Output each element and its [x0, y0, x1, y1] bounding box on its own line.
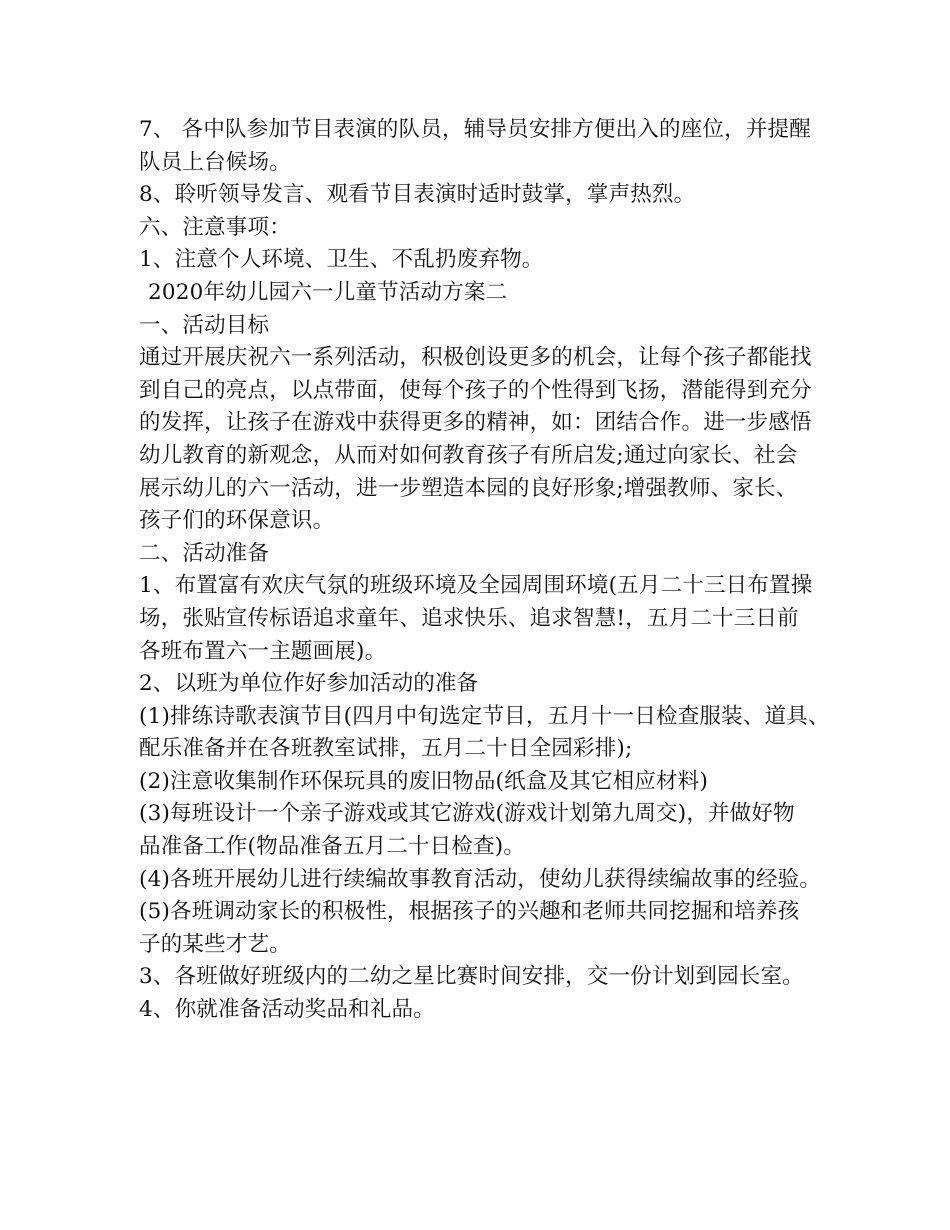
paragraph-line: 场，张贴宣传标语追求童年、追求快乐、追求智慧!，五月二十三日前: [139, 605, 799, 631]
section-heading: 一、活动目标: [139, 312, 270, 338]
paragraph-line: 通过开展庆祝六一系列活动，积极创设更多的机会，让每个孩子都能找: [139, 345, 812, 371]
paragraph-line: 孩子们的环保意识。: [139, 508, 335, 534]
paragraph-line: 4、你就准备活动奖品和礼品。: [139, 997, 435, 1023]
paragraph-line: (5)各班调动家长的积极性，根据孩子的兴趣和老师共同挖掘和培养孩: [139, 899, 800, 925]
paragraph-line: 子的某些才艺。: [139, 931, 291, 957]
paragraph-line: (3)每班设计一个亲子游戏或其它游戏(游戏计划第九周交)，并做好物: [139, 801, 795, 827]
paragraph-line: (4)各班开展幼儿进行续编故事教育活动，使幼儿获得续编故事的经验。: [139, 866, 822, 892]
document-title: 2020年幼儿园六一儿童节活动方案二: [148, 279, 508, 305]
paragraph-line: (1)排练诗歌表演节目(四月中旬选定节目，五月十一日检查服装、道具、: [139, 703, 830, 729]
paragraph-line: 8、聆听领导发言、观看节目表演时适时鼓掌，掌声热烈。: [139, 182, 696, 208]
paragraph-line: 配乐准备并在各班教室试排，五月二十日全园彩排);: [139, 736, 633, 762]
paragraph-line: 队员上台候场。: [139, 149, 291, 175]
paragraph-line: (2)注意收集制作环保玩具的废旧物品(纸盒及其它相应材料): [139, 768, 709, 794]
paragraph-line: 展示幼儿的六一活动，进一步塑造本园的良好形象;增强教师、家长、: [139, 475, 798, 501]
paragraph-line: 7、 各中队参加节目表演的队员，辅导员安排方便出入的座位，并提醒: [139, 117, 811, 142]
section-heading: 二、活动准备: [139, 540, 270, 566]
document-body: [139, 114, 839, 1027]
paragraph-line: 1、注意个人环境、卫生、不乱扔废弃物。: [139, 247, 544, 273]
section-heading: 六、注意事项：: [139, 214, 291, 240]
paragraph-line: 1、布置富有欢庆气氛的班级环境及全园周围环境(五月二十三日布置操: [139, 573, 813, 599]
paragraph-line: 到自己的亮点，以点带面，使每个孩子的个性得到飞扬，潜能得到充分: [139, 377, 812, 403]
paragraph-line: 的发挥，让孩子在游戏中获得更多的精神，如：团结合作。进一步感悟: [139, 410, 812, 436]
paragraph-line: 2、以班为单位作好参加活动的准备: [139, 671, 479, 697]
paragraph-line: 各班布置六一主题画展)。: [139, 638, 387, 664]
paragraph-line: 3、各班做好班级内的二幼之星比赛时间安排，交一份计划到园长室。: [139, 964, 804, 990]
paragraph-line: 幼儿教育的新观念，从而对如何教育孩子有所启发;通过向家长、社会: [139, 442, 798, 468]
paragraph-line: 品准备工作(物品准备五月二十日检查)。: [139, 834, 526, 860]
